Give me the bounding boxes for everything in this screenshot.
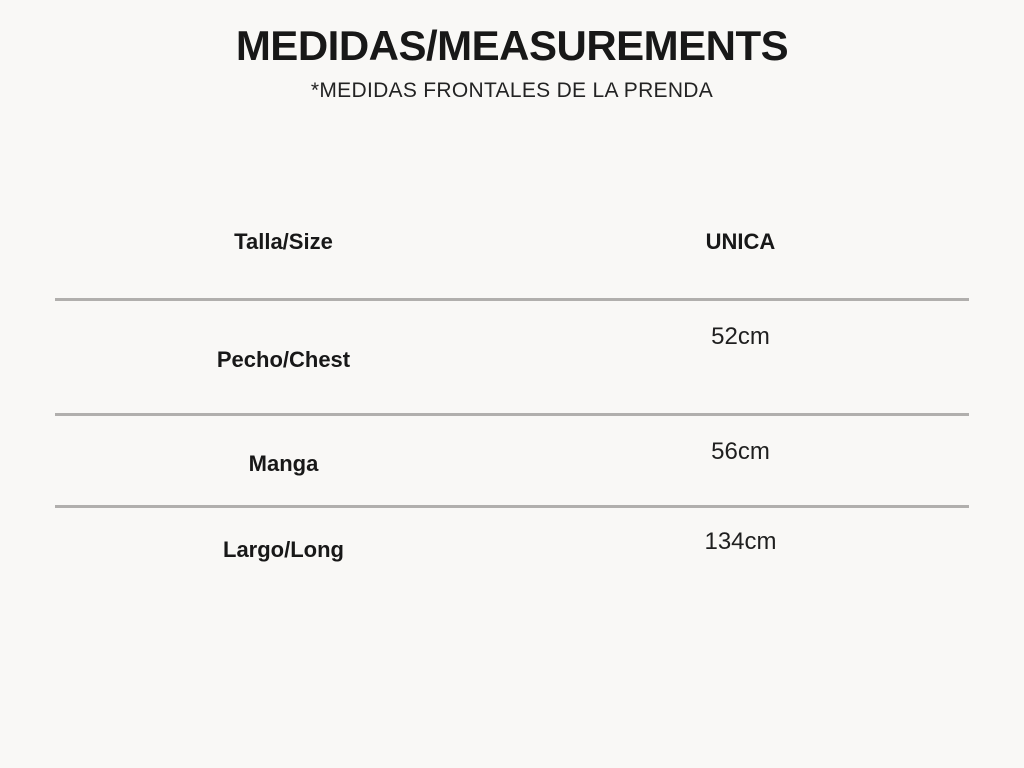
row-label-manga: Manga (248, 450, 319, 476)
table-row (55, 505, 969, 589)
column-header-size: Talla/Size (234, 229, 333, 254)
row-label-largo-long: Largo/Long (223, 536, 344, 562)
column-header-unica: UNICA (705, 229, 776, 254)
row-value-manga: 56cm (711, 437, 770, 465)
row-value-largo-long: 134cm (704, 527, 777, 555)
table-header-row (55, 186, 969, 298)
row-value-pecho-chest: 52cm (711, 323, 770, 350)
measurements-table (55, 186, 969, 589)
page-subtitle: *MEDIDAS FRONTALES DE LA PRENDA (310, 79, 714, 102)
table-row (55, 413, 969, 505)
table-row (55, 298, 969, 413)
page-title: MEDIDAS/MEASUREMENTS (235, 22, 789, 69)
row-label-pecho-chest: Pecho/Chest (216, 347, 351, 372)
